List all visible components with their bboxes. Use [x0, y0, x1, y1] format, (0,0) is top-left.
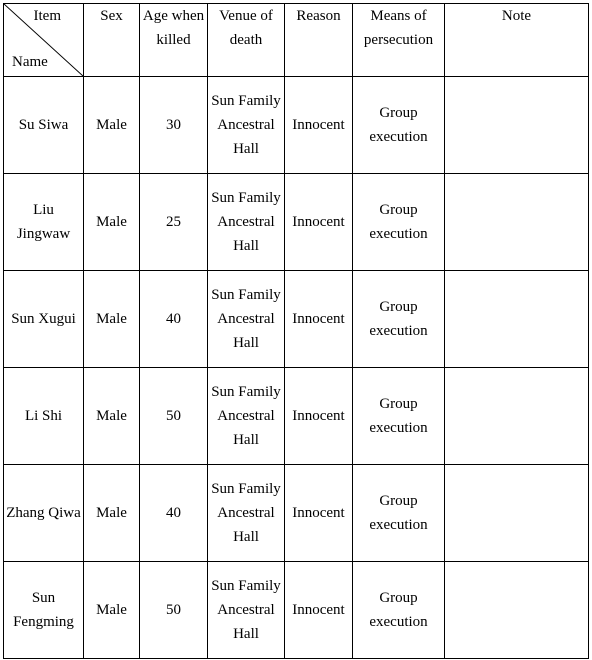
cell-note [445, 271, 589, 368]
cell-reason: Innocent [285, 562, 353, 659]
cell-venue: Sun Family Ancestral Hall [208, 562, 285, 659]
cell-reason: Innocent [285, 271, 353, 368]
header-sex: Sex [84, 4, 140, 77]
table-row [4, 271, 589, 368]
victims-table [3, 3, 589, 659]
cell-age: 40 [140, 465, 208, 562]
cell-venue: Sun Family Ancestral Hall [208, 368, 285, 465]
cell-means: Group execution [353, 562, 445, 659]
cell-reason: Innocent [285, 368, 353, 465]
cell-reason: Innocent [285, 465, 353, 562]
cell-means: Group execution [353, 368, 445, 465]
cell-venue: Sun Family Ancestral Hall [208, 465, 285, 562]
cell-venue: Sun Family Ancestral Hall [208, 271, 285, 368]
header-row [4, 4, 589, 77]
header-name: Name [12, 54, 48, 70]
cell-note [445, 465, 589, 562]
table-row [4, 77, 589, 174]
cell-reason: Innocent [285, 174, 353, 271]
cell-name: Zhang Qiwa [4, 465, 84, 562]
cell-sex: Male [84, 562, 140, 659]
cell-means: Group execution [353, 271, 445, 368]
cell-note [445, 77, 589, 174]
cell-name: Liu Jingwaw [4, 174, 84, 271]
cell-name: Su Siwa [4, 77, 84, 174]
table-row [4, 465, 589, 562]
cell-age: 25 [140, 174, 208, 271]
cell-note [445, 562, 589, 659]
cell-note [445, 368, 589, 465]
cell-means: Group execution [353, 77, 445, 174]
cell-means: Group execution [353, 174, 445, 271]
cell-sex: Male [84, 465, 140, 562]
cell-means: Group execution [353, 465, 445, 562]
cell-sex: Male [84, 77, 140, 174]
cell-reason: Innocent [285, 77, 353, 174]
header-item: Item [33, 8, 61, 24]
cell-sex: Male [84, 271, 140, 368]
cell-venue: Sun Family Ancestral Hall [208, 174, 285, 271]
cell-age: 50 [140, 562, 208, 659]
header-reason: Reason [285, 4, 353, 77]
table-row [4, 368, 589, 465]
header-item-name-cell [4, 4, 84, 77]
cell-age: 30 [140, 77, 208, 174]
header-venue: Venue of death [208, 4, 285, 77]
cell-age: 50 [140, 368, 208, 465]
table-row [4, 562, 589, 659]
header-means: Means of persecution [353, 4, 445, 77]
cell-age: 40 [140, 271, 208, 368]
header-note: Note [445, 4, 589, 77]
cell-venue: Sun Family Ancestral Hall [208, 77, 285, 174]
cell-note [445, 174, 589, 271]
cell-name: Li Shi [4, 368, 84, 465]
cell-name: Sun Xugui [4, 271, 84, 368]
cell-sex: Male [84, 174, 140, 271]
cell-sex: Male [84, 368, 140, 465]
table-row [4, 174, 589, 271]
cell-name: Sun Fengming [4, 562, 84, 659]
header-age: Age when killed [140, 4, 208, 77]
